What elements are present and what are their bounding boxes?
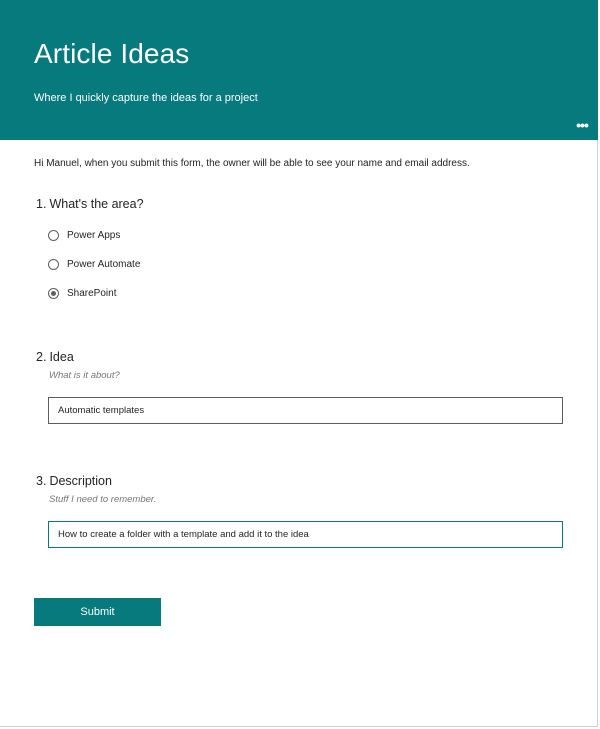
option-power-automate[interactable] <box>48 256 140 272</box>
question-title: What's the area? <box>49 197 144 211</box>
form-title: Article Ideas <box>34 38 190 69</box>
question-subtitle: Stuff I need to remember. <box>49 494 157 505</box>
idea-input[interactable] <box>48 397 563 424</box>
question-idea <box>36 350 120 381</box>
submit-button[interactable]: Submit <box>34 598 161 626</box>
form-header <box>0 0 598 140</box>
question-number: 3. <box>36 474 47 488</box>
radio-button-selected[interactable] <box>48 288 59 299</box>
question-number: 2. <box>36 350 47 364</box>
option-label: Power Apps <box>67 229 121 241</box>
description-input[interactable] <box>48 521 563 548</box>
radio-button[interactable] <box>48 230 59 241</box>
more-options-icon[interactable]: ••• <box>576 117 588 133</box>
question-subtitle: What is it about? <box>49 370 120 381</box>
privacy-notice: Hi Manuel, when you submit this form, the owner will be able to see your name and email address. <box>34 158 470 169</box>
question-title: Idea <box>49 350 74 364</box>
question-title: Description <box>49 474 112 488</box>
question-area <box>36 197 144 211</box>
option-sharepoint[interactable] <box>48 285 116 301</box>
form-subtitle: Where I quickly capture the ideas for a project <box>34 92 258 104</box>
option-label: SharePoint <box>67 287 117 299</box>
question-description <box>36 474 157 505</box>
radio-button[interactable] <box>48 259 59 270</box>
option-power-apps[interactable] <box>48 227 120 243</box>
question-number: 1. <box>36 197 47 211</box>
option-label: Power Automate <box>67 258 141 270</box>
